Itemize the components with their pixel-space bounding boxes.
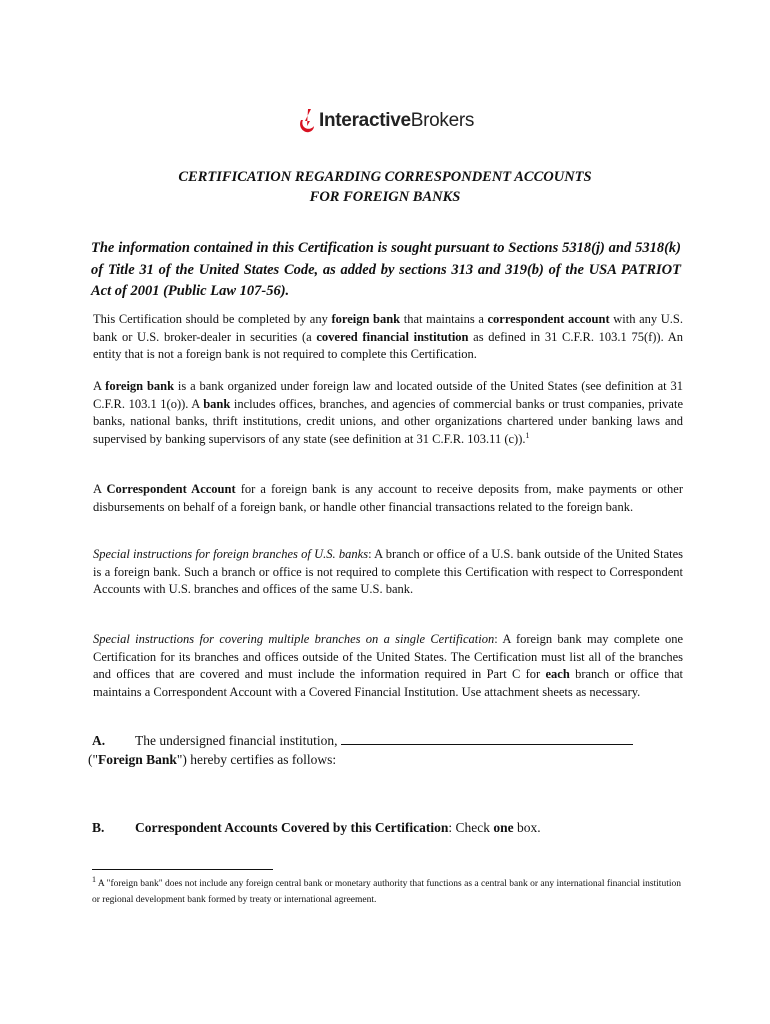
section-b-label: B. bbox=[92, 820, 105, 835]
section-a-label: A. bbox=[92, 733, 106, 748]
financial-institution-name-field[interactable] bbox=[341, 734, 633, 745]
footnote-divider bbox=[92, 869, 273, 870]
paragraph-multiple-branches-instructions: Special instructions for covering multiple branches on a single Certification: A foreign bank may complete one Certification for its branches and offices outside of the United States. The Certification must list all of the branches and offices that are covered and must include the information required in Part C for each branch or office that maintains a Correspondent Account with a Covered Financial Institution. Use attachment sheets as necessary. bbox=[93, 632, 683, 699]
document-title-line-2: FOR FOREIGN BANKS bbox=[309, 189, 461, 205]
logo-wordmark: InteractiveBrokers bbox=[319, 110, 475, 131]
paragraph-correspondent-account-definition: A Correspondent Account for a foreign bank is any account to receive deposits from, make payments or other disbursements on behalf of a foreign bank, or handle other financial transactions related to the foreign bank. bbox=[93, 482, 683, 514]
intro-paragraph: The information contained in this Certification is sought pursuant to Sections 5318(j) and 5318(k) of Title 31 of the United States Code, as added by sections 313 and 319(b) of the USA PATRIOT Act of 2001 (Public Law 107-56). bbox=[91, 240, 681, 299]
footnote-ref: 1 bbox=[525, 430, 530, 440]
section-b: B. Correspondent Accounts Covered by this Certification: Check one box. bbox=[92, 820, 541, 835]
footnote: $^1$ A "foreign bank" does not include any foreign central bank or monetary authority that functions as a central bank or any international financial institution or regional development bank formed by treaty or international agreement. bbox=[92, 874, 681, 905]
section-a-line-2: ("Foreign Bank") hereby certifies as follows: bbox=[88, 752, 337, 767]
footnote-number: 1 bbox=[92, 874, 96, 884]
paragraph-applicability: This Certification should be completed by any foreign bank that maintains a correspondent account with any U.S. bank or U.S. broker-dealer in securities (a covered financial institution as defined in 31 C.F.R. 103.1 75(f)). An entity that is not a foreign bank is not required to complete this Certification. bbox=[93, 312, 683, 361]
company-logo bbox=[298, 105, 474, 137]
paragraph-foreign-bank-definition: A foreign bank is a bank organized under foreign law and located outside of the United States (see definition at 31 C.F.R. 103.1 1(o)). A bank includes offices, branches, and agencies of commercial banks or trust companies, private banks, national banks, thrift institutions, credit unions, and other organizations chartered under banking laws and supervised by banking supervisors of any state (see definition at 31 C.F.R. 103.11 (c)).$^1$ bbox=[93, 379, 683, 446]
section-a-text: The undersigned financial institution, bbox=[135, 733, 338, 748]
section-a bbox=[92, 733, 633, 749]
document-title-line-1: CERTIFICATION REGARDING CORRESPONDENT ACCOUNTS bbox=[178, 169, 592, 185]
interactive-brokers-logo-icon bbox=[298, 108, 316, 134]
paragraph-foreign-branches-instructions: Special instructions for foreign branches of U.S. banks: A branch or office of a U.S. bank outside of the United States is a foreign bank. Such a branch or office is not required to complete this Certification with respect to Correspondent Accounts with U.S. branches and offices of the same U.S. bank. bbox=[93, 547, 683, 596]
